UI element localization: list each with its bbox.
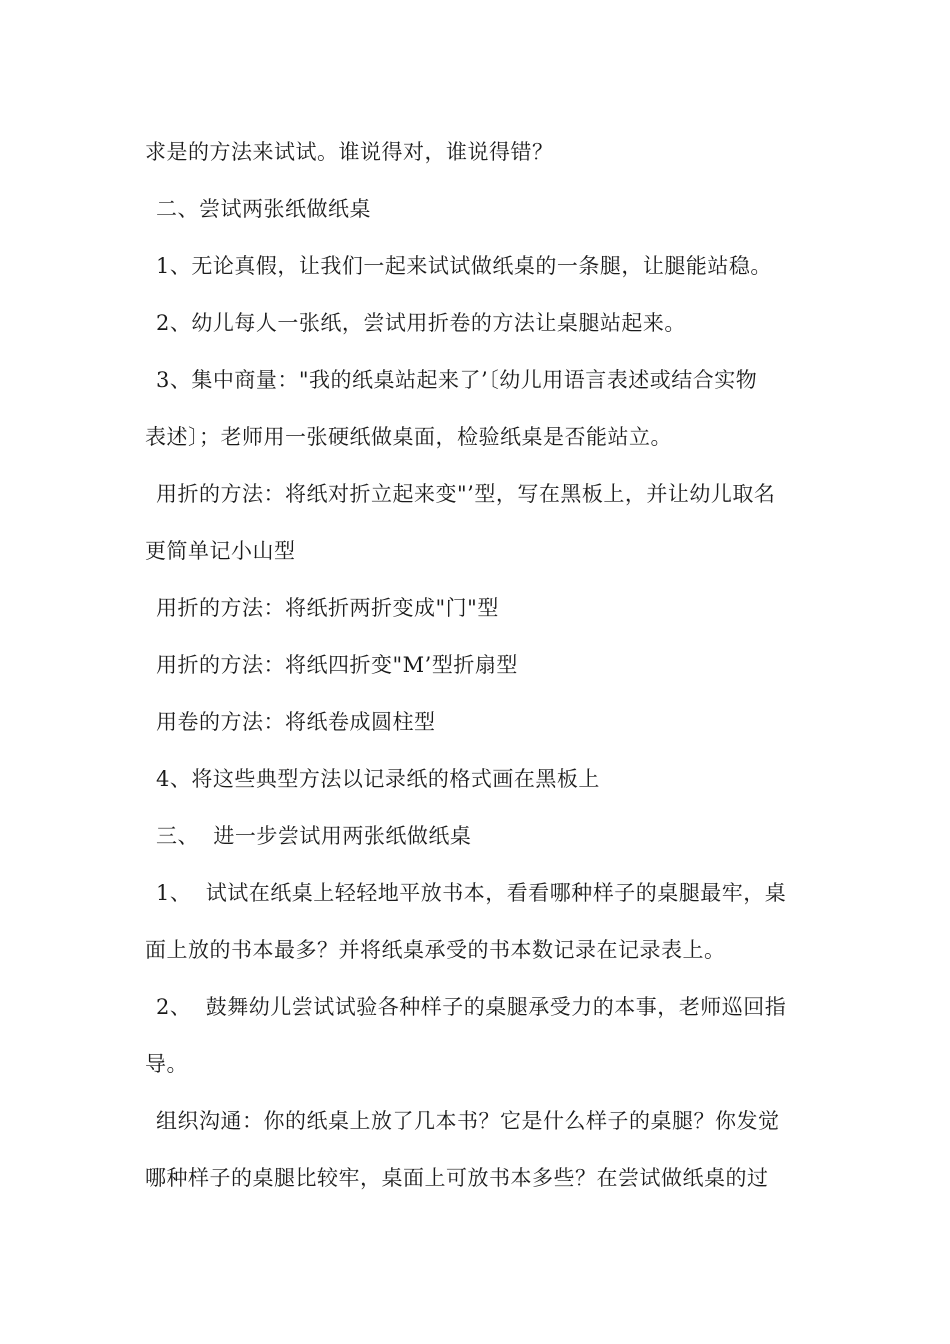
text-line: 组织沟通：你的纸桌上放了几本书？它是什么样子的桌腿？你发觉: [156, 1109, 780, 1133]
text-line: 2、幼儿每人一张纸，尝试用折卷的方法让桌腿站起来。: [156, 311, 686, 335]
text-line: 表述〕；老师用一张硬纸做桌面，检验纸桌是否能站立。: [145, 425, 672, 449]
section-heading: 三、 进一步尝试用两张纸做纸桌: [156, 824, 472, 848]
text-line: 用折的方法：将纸对折立起来变"’型，写在黑板上，并让幼儿取名: [156, 482, 776, 506]
text-line: 用折的方法：将纸折两折变成"门"型: [156, 596, 499, 620]
text-line: 3、集中商量："我的纸桌站起来了’〔幼儿用语言表述或结合实物: [156, 368, 758, 392]
text-line: 求是的方法来试试。谁说得对，谁说得错？: [145, 140, 554, 164]
text-line: 导。: [145, 1052, 188, 1076]
text-line: 面上放的书本最多？并将纸桌承受的书本数记录在记录表上。: [145, 938, 726, 962]
text-line: 用折的方法：将纸四折变"M’型折扇型: [156, 653, 518, 677]
text-line: 1、无论真假，让我们一起来试试做纸桌的一条腿，让腿能站稳。: [156, 254, 772, 278]
text-line: 用卷的方法：将纸卷成圆柱型: [156, 710, 436, 734]
section-heading: 二、尝试两张纸做纸桌: [156, 197, 371, 221]
text-line: 更简单记小山型: [145, 539, 296, 563]
text-line: 1、 试试在纸桌上轻轻地平放书本，看看哪种样子的桌腿最牢，桌: [156, 881, 787, 905]
text-line: 4、将这些典型方法以记录纸的格式画在黑板上: [156, 767, 600, 791]
text-line: 2、 鼓舞幼儿尝试试验各种样子的桌腿承受力的本事，老师巡回指: [156, 995, 787, 1019]
text-line: 哪种样子的桌腿比较牢，桌面上可放书本多些？在尝试做纸桌的过: [145, 1166, 769, 1190]
